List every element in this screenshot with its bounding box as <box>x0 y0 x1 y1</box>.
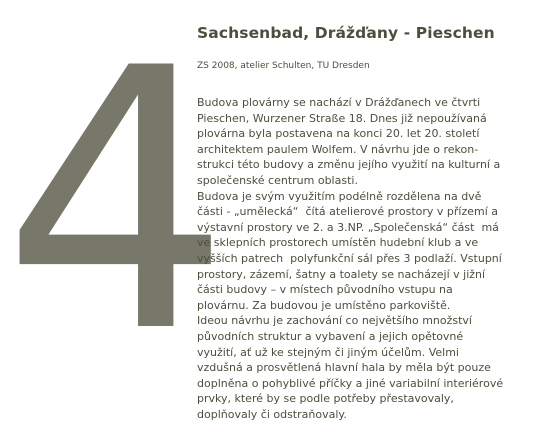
body-line: Ideou návrhu je zachování co největšího množství <box>197 314 472 328</box>
body-line: původních struktur a vybavení a jejich opětovné <box>197 329 464 343</box>
body-line: Budova je svým využitím podélně rozdělena na dvě <box>197 189 482 203</box>
body-line: výstavní prostory ve 2. a 3.NP. „Společenská“ část má <box>197 220 499 234</box>
page-number: 4 <box>2 0 232 411</box>
body-line: prvky, které by se podle potřeby přestavovaly, <box>197 392 454 406</box>
body-line: využití, ať už ke stejným či jiným účelům. Velmi <box>197 345 459 359</box>
body-line: strukci této budovy a změnu jejího využití na kulturní a <box>197 158 501 172</box>
body-line: architektem paulem Wolfem. V návrhu jde o rekon- <box>197 142 479 156</box>
body-line: vzdušná a prosvětlená hlavní hala by měla být pouze <box>197 361 491 375</box>
body-line: plovárna byla postavena na konci 20. let 20. století <box>197 127 480 141</box>
body-line: části - „umělecká“ čítá atelierové prostory v přízemí a <box>197 205 499 219</box>
body-line: prostory, zázemí, šatny a toalety se nacházejí v jižní <box>197 267 486 281</box>
body-line: části budovy – v místech původního vstupu na <box>197 283 453 297</box>
page-subtitle: ZS 2008, atelier Schulten, TU Dresden <box>197 61 370 71</box>
body-line: Budova plovárny se nachází v Drážďanech ve čtvrti <box>197 96 481 109</box>
body-line: doplňovaly či odstraňovaly. <box>197 407 347 421</box>
body-line: Pieschen, Wurzener Straße 18. Dnes již nepoužívaná <box>197 111 487 125</box>
page-title: Sachsenbad, Drážďany - Pieschen <box>197 24 495 42</box>
body-line: plovárnu. Za budovou je umístěno parkoviště. <box>197 298 451 312</box>
body-line: doplněna o pohyblivé příčky a jiné variabilní interiérové <box>197 376 504 390</box>
body-line: společenské centrum oblasti. <box>197 173 358 187</box>
body-line: ve sklepních prostorech umístěn hudební klub a ve <box>197 236 479 250</box>
body-line: vyšších patrech polyfunkční sál přes 3 podlaží. Vstupní <box>197 251 502 265</box>
body-text <box>197 95 550 422</box>
